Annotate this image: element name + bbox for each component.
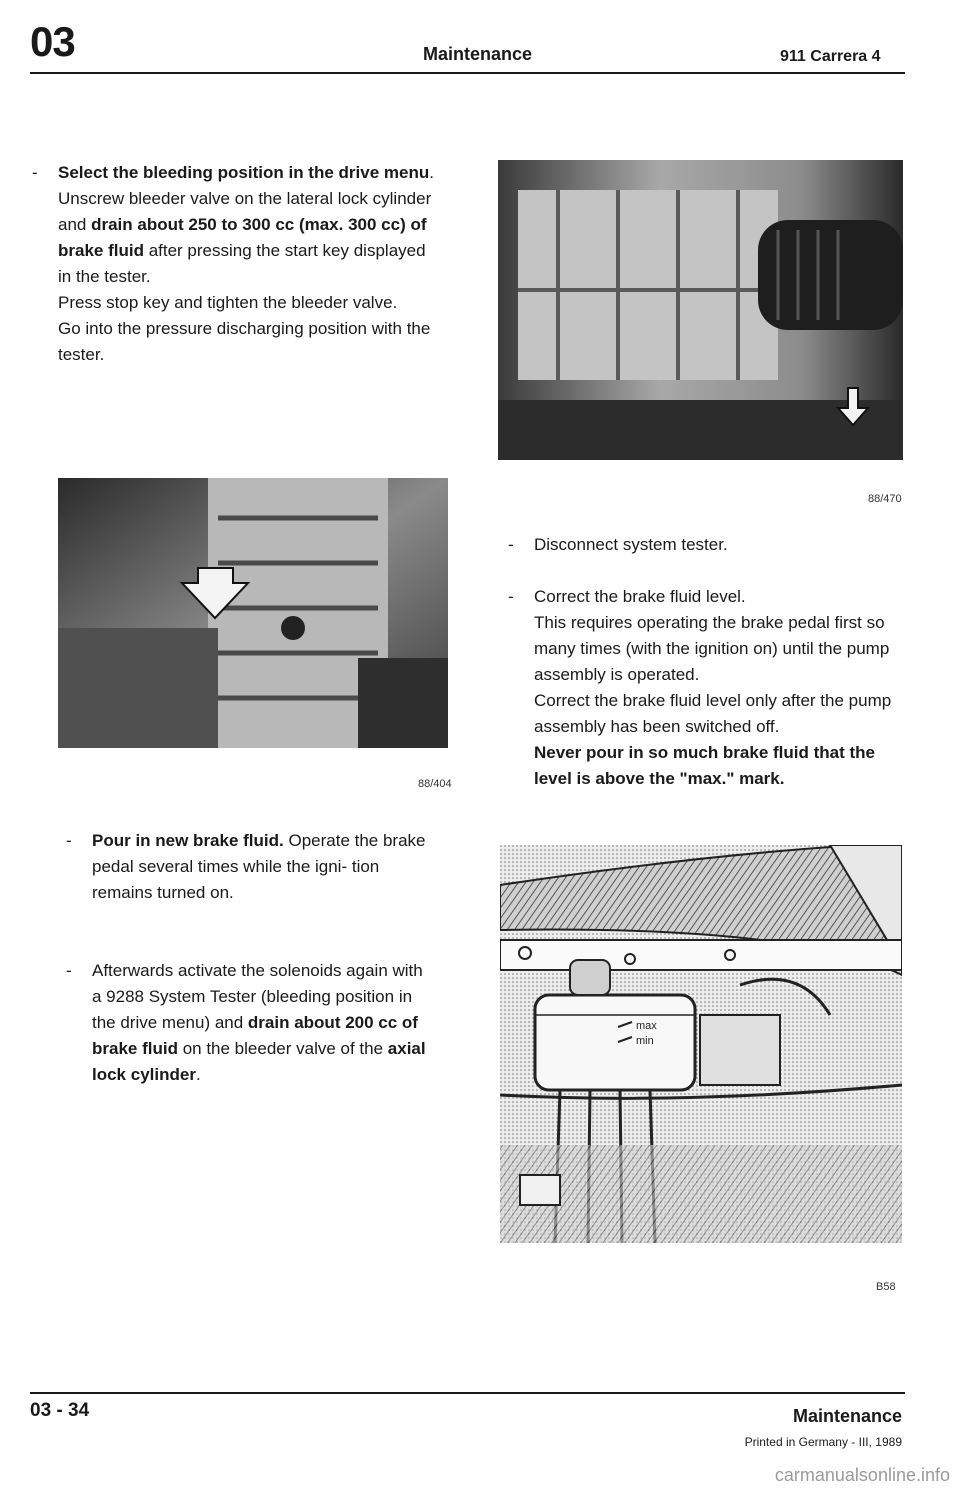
step-disconnect-tester bbox=[508, 532, 904, 558]
step-text: This requires operating the brake pedal first so many times (with the ignition on) until the pump assembly is operated. bbox=[534, 613, 890, 684]
transmission-photo-right bbox=[498, 160, 903, 460]
step-bold-text: Pour in new brake fluid. bbox=[92, 831, 284, 850]
step-bold-text: axial lock cylinder bbox=[92, 1039, 426, 1084]
transmission-photo-left bbox=[58, 478, 448, 748]
step-activate-solenoids bbox=[66, 958, 432, 1088]
step-pour-fluid bbox=[66, 828, 432, 906]
step-text: after pressing the start key displayed in the tester. bbox=[58, 241, 426, 286]
header-rule bbox=[30, 72, 905, 74]
step-text: . Unscrew bleeder valve on the lateral lock cylinder and bbox=[58, 163, 434, 234]
photo-caption: 88/404 bbox=[418, 778, 452, 790]
step-select-bleeding bbox=[32, 160, 438, 368]
list-dash: - bbox=[66, 831, 72, 850]
step-bold-text: drain about 200 cc of brake fluid bbox=[92, 1013, 418, 1058]
step-text: Go into the pressure discharging position with the tester. bbox=[58, 319, 431, 364]
step-text: Operate the brake pedal several times while the igni- tion remains turned on. bbox=[92, 831, 426, 902]
step-text: Afterwards activate the solenoids again with a 9288 System Tester (bleeding position in the drive menu) and bbox=[92, 961, 423, 1032]
photo-caption: 88/470 bbox=[868, 493, 902, 505]
step-text: Correct the brake fluid level only after the pump assembly has been switched off. bbox=[534, 691, 892, 736]
step-text: on the bleeder valve of the bbox=[177, 1039, 388, 1058]
step-text: Press stop key and tighten the bleeder valve. bbox=[58, 293, 398, 312]
step-correct-fluid-level bbox=[508, 584, 904, 792]
step-text: . bbox=[195, 1065, 201, 1084]
footer-rule bbox=[30, 1392, 905, 1394]
step-text: Correct the brake fluid level. bbox=[534, 587, 746, 606]
chapter-number: 03 bbox=[30, 18, 75, 65]
step-bold-text: drain about 250 to 300 cc (max. 300 cc) of brake fluid bbox=[58, 215, 427, 260]
max-mark-label: max bbox=[636, 1020, 657, 1032]
figure-caption: B58 bbox=[876, 1281, 896, 1293]
reservoir-figure bbox=[500, 845, 902, 1243]
list-dash: - bbox=[508, 535, 514, 554]
list-dash: - bbox=[32, 163, 38, 182]
step-warning: Never pour in so much brake fluid that the level is above the "max." mark. bbox=[534, 743, 875, 788]
header-title: Maintenance bbox=[423, 44, 533, 64]
list-dash: - bbox=[508, 587, 514, 606]
footer-title: Maintenance bbox=[792, 1406, 902, 1426]
step-bold-text: Select the bleeding position in the drive menu bbox=[58, 163, 430, 182]
step-text: Disconnect system tester. bbox=[534, 535, 728, 554]
header-model: 911 Carrera 4 bbox=[780, 48, 881, 65]
min-mark-label: min bbox=[636, 1035, 654, 1047]
page-number: 03 - 34 bbox=[30, 1400, 90, 1421]
list-dash: - bbox=[66, 961, 72, 980]
watermark: carmanualsonline.info bbox=[774, 1465, 950, 1485]
print-info: Printed in Germany - III, 1989 bbox=[744, 1435, 902, 1449]
